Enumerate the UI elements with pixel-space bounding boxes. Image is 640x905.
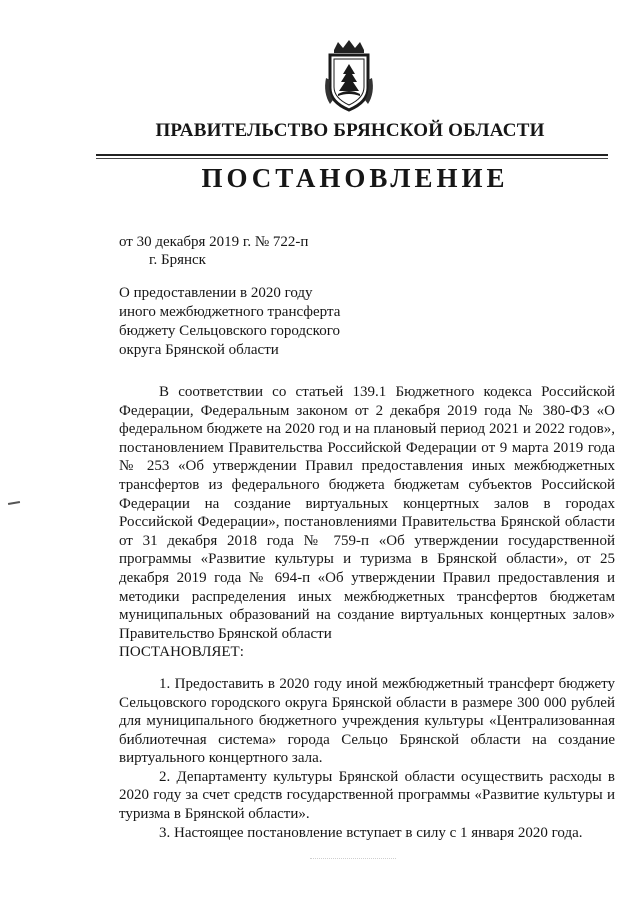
- subject-line: иного межбюджетного трансферта: [119, 304, 341, 320]
- document-type-title: ПОСТАНОВЛЕНИЕ: [201, 163, 509, 193]
- header-rule-thick: [96, 154, 608, 156]
- document-date-number: от 30 декабря 2019 г. № 722-п: [119, 234, 309, 250]
- coat-of-arms-emblem: [318, 38, 380, 114]
- resolves-heading: ПОСТАНОВЛЯЕТ:: [119, 644, 244, 661]
- government-title: ПРАВИТЕЛЬСТВО БРЯНСКОЙ ОБЛАСТИ: [155, 120, 545, 141]
- document-body: [119, 383, 615, 842]
- faint-scan-mark: [310, 858, 396, 860]
- resolution-item-1: 1. Предоставить в 2020 году иной межбюджетный трансферт бюджету Сельцовского городского округа Брянской области в размере 300 000 рублей для муниципального бюджетного учреждения культуры «Централизованная библиотечная система» города Сельцо Брянской области на создание виртуального концертного зала.: [119, 675, 615, 767]
- margin-mark: [8, 501, 20, 505]
- resolution-item-2: 2. Департаменту культуры Брянской области осуществить расходы в 2020 году за счет средств государственной программы «Развитие культуры и туризма в Брянской области».: [119, 768, 615, 823]
- preamble-paragraph: В соответствии со статьей 139.1 Бюджетного кодекса Российской Федерации, Федеральным законом от 2 декабря 2019 года № 380-ФЗ «О федеральном бюджете на 2020 год и на плановый период 2021 и 2022 годов», постановлением Правительства Российской Федерации от 9 марта 2019 года № 253 «Об утверждении Правил предоставления иных межбюджетных трансфертов из федерального бюджета бюджетам субъектов Российской Федерации на создание виртуальных концертных залов в городах Российской Федерации», постановлениями Правительства Брянской области от 31 декабря 2018 года № 759-п «Об утверждении государственной программы «Развитие культуры и туризма в Брянской области», от 25 декабря 2019 года № 694-п «Об утверждении Правил предоставления и методики распределения иных межбюджетных трансфертов бюджетам муниципальных образований на создание виртуальных концертных залов» Правительство Брянской области: [119, 384, 615, 642]
- document-subject: [119, 284, 343, 360]
- subject-line: О предоставлении в 2020 году: [119, 285, 313, 301]
- header-rule-thin: [96, 158, 608, 159]
- subject-line: округа Брянской области: [119, 342, 279, 358]
- document-city: г. Брянск: [149, 252, 206, 268]
- subject-line: бюджету Сельцовского городского: [119, 323, 340, 339]
- resolution-item-3: 3. Настоящее постановление вступает в силу с 1 января 2020 года.: [159, 824, 583, 841]
